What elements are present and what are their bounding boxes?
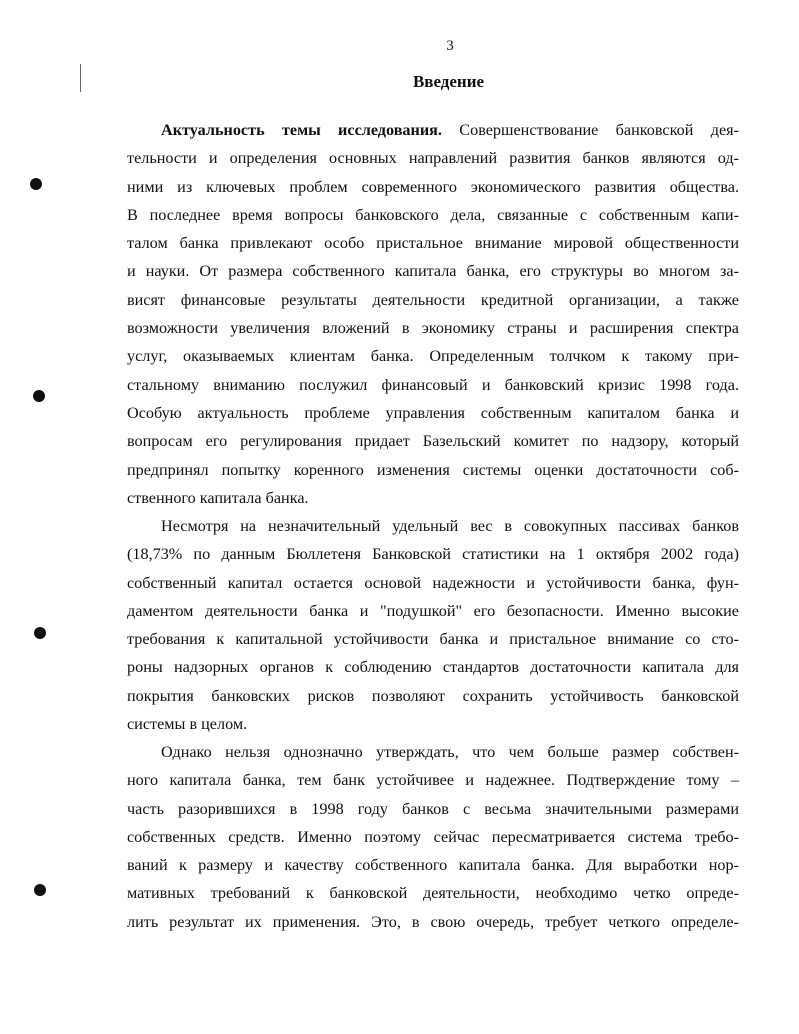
paragraph-line: Однако нельзя однозначно утверждать, что чем больше размер собствен- xyxy=(161,743,739,761)
paragraph-line: даментом деятельности банка и "подушкой" его безопасности. Именно высокие xyxy=(127,601,739,620)
paragraph-line: Актуальность темы исследования. Совершенствование банковской дея- xyxy=(161,121,739,139)
paragraph-line: ственного капитала банка. xyxy=(127,488,309,507)
section-lead: Актуальность темы исследования. xyxy=(161,121,442,139)
paragraph-line: тельности и определения основных направлений развития банков являются од- xyxy=(127,149,739,168)
paragraph-line: предпринял попытку коренного изменения системы оценки достаточности соб- xyxy=(127,460,739,479)
paragraph-capital-size xyxy=(127,738,739,936)
page-number: 3 xyxy=(446,38,454,54)
paragraph-line: часть разорившихся в 1998 году банков с весьма значительными размерами xyxy=(127,799,739,818)
paragraph-line: ваний к размеру и качеству собственного капитала банка. Для выработки нор- xyxy=(127,856,739,875)
paragraph-line: собственных средств. Именно поэтому сейчас пересматривается система требо- xyxy=(127,827,739,846)
paragraph-line: Несмотря на незначительный удельный вес в совокупных пассивах банков xyxy=(161,517,739,535)
paragraph-line: возможности увеличения вложений в экономику страны и расширения спектра xyxy=(127,319,739,338)
paragraph-line: вопросам его регулирования придает Базельский комитет по надзору, который xyxy=(127,432,739,451)
paragraph-line: услуг, оказываемых клиентам банка. Определенным толчком к такому при- xyxy=(127,347,739,366)
paragraph-line: ними из ключевых проблем современного экономического развития общества. xyxy=(127,177,739,196)
paragraph-line: покрытия банковских рисков позволяют сохранить устойчивость банковской xyxy=(127,686,739,705)
paragraph-line: стальному вниманию послужил финансовый и банковский кризис 1998 года. xyxy=(127,375,739,394)
paragraph-line: лить результат их применения. Это, в свою очередь, требует четкого определе- xyxy=(127,912,739,931)
punch-hole-icon xyxy=(34,884,46,896)
paragraph-line: требования к капитальной устойчивости банка и пристальное внимание со сто- xyxy=(127,630,739,649)
paragraph-line: (18,73% по данным Бюллетеня Банковской статистики на 1 октября 2002 года) xyxy=(127,545,739,564)
punch-hole-icon xyxy=(34,627,46,639)
paragraph-line: системы в целом. xyxy=(127,715,248,734)
paragraph-line: ного капитала банка, тем банк устойчивее и надежнее. Подтверждение тому – xyxy=(127,771,739,790)
paragraph-line: роны надзорных органов к соблюдению стандартов достаточности капитала для xyxy=(127,658,739,677)
paragraph-line: В последнее время вопросы банковского дела, связанные с собственным капи- xyxy=(127,205,739,224)
page-title: Введение xyxy=(412,72,485,91)
punch-hole-icon xyxy=(33,390,45,402)
paragraph-line: Особую актуальность проблеме управления собственным капиталом банка и xyxy=(127,403,739,422)
paragraph-line: собственный капитал остается основой надежности и устойчивости банка, фун- xyxy=(127,573,739,592)
paragraph-line: висят финансовые результаты деятельности кредитной организации, а также xyxy=(127,290,739,309)
punch-hole-icon xyxy=(30,178,42,190)
paragraph-capital-share xyxy=(127,512,739,738)
paragraph-relevance xyxy=(127,116,739,512)
paragraph-line: талом банка привлекают особо пристальное внимание мировой общественности xyxy=(127,234,739,253)
paragraph-line: и науки. От размера собственного капитала банка, его структуры во многом за- xyxy=(127,262,739,281)
paragraph-line: мативных требований к банковской деятельности, необходимо четко опреде- xyxy=(127,884,739,903)
